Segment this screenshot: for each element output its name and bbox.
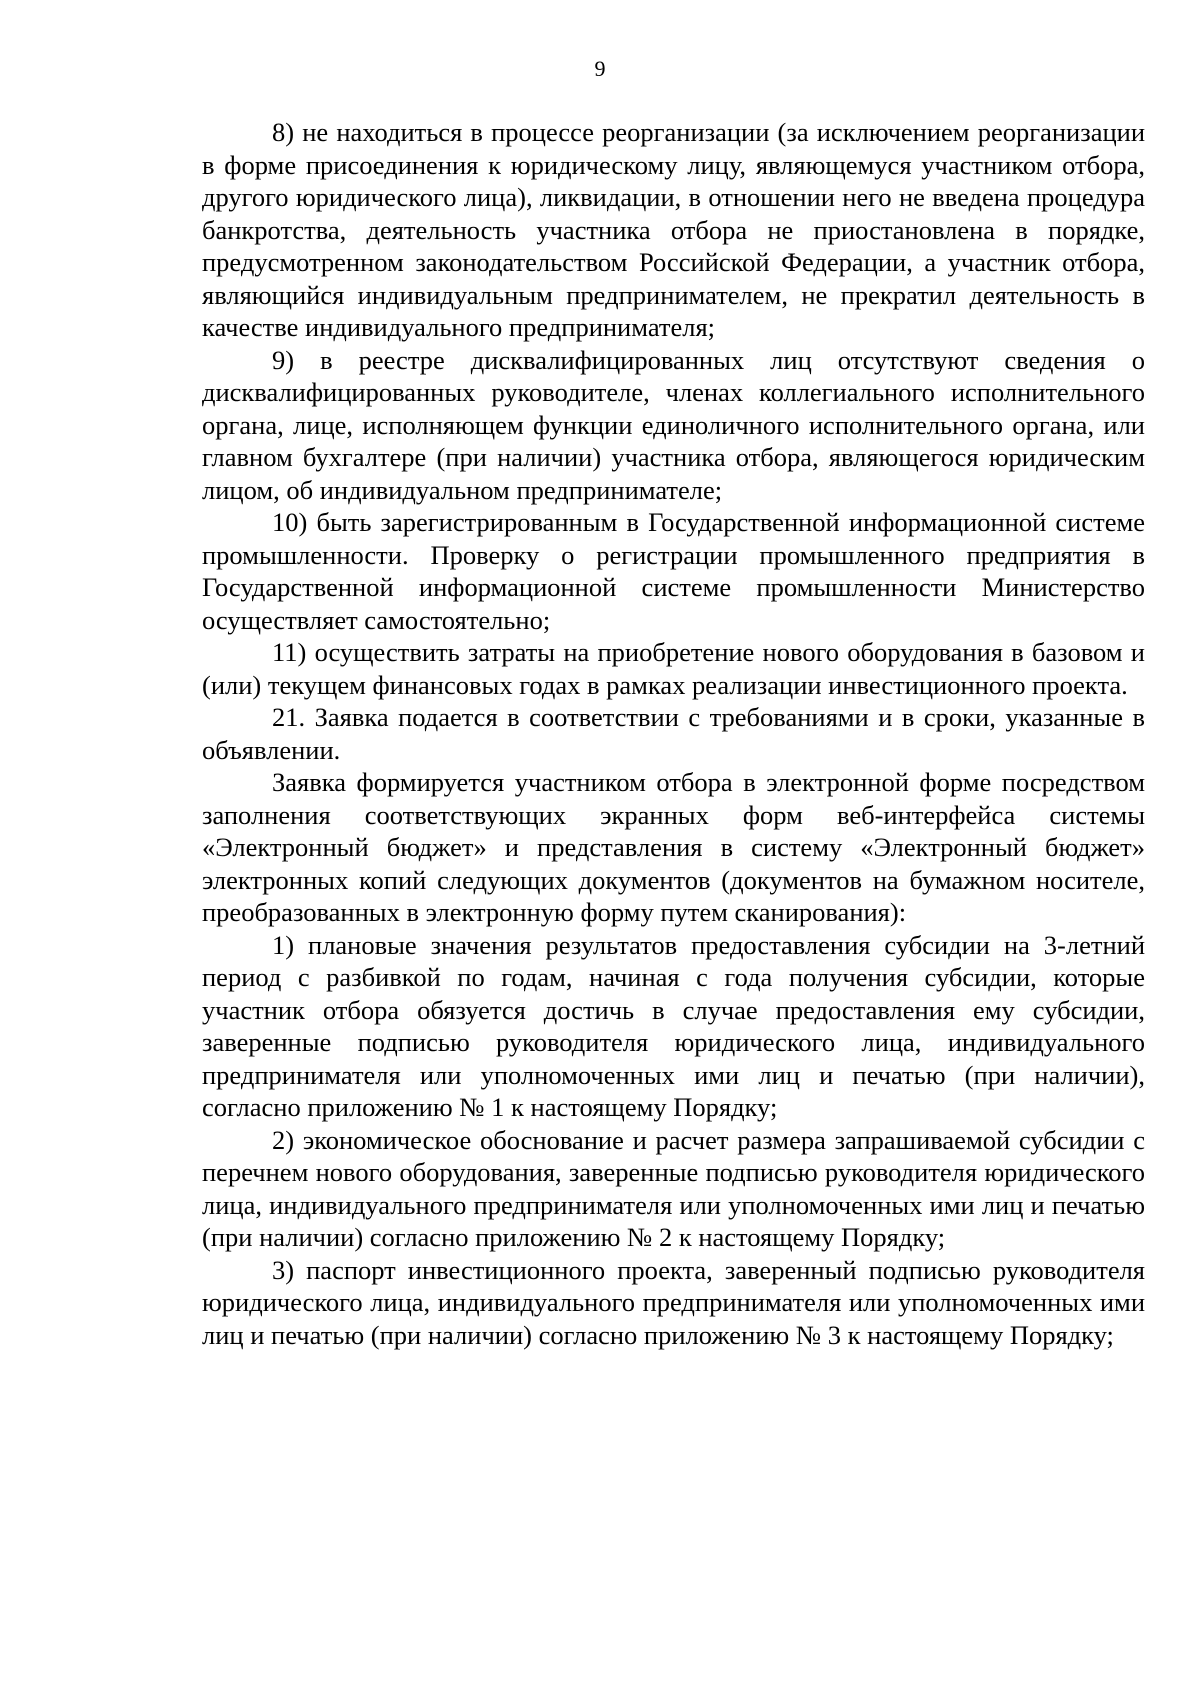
paragraph-application-form: Заявка формируется участником отбора в электронной форме посредством заполнения соответствующих экранных форм веб-интерфейса системы «Электронный бюджет» и представления в систему «Электронный бюджет» электронных копий следующих документов (документов на бумажном носителе, преобразованных в электронную форму путем сканирования): (202, 767, 1145, 927)
document-body (202, 116, 1145, 1351)
paragraph-document-2: 2) экономическое обоснование и расчет размера запрашиваемой субсидии с перечнем нового оборудования, заверенные подписью руководителя юридического лица, индивидуального предпринимателя или уполномоченных ими лиц и печатью (при наличии) согласно приложению № 2 к настоящему Порядку; (202, 1124, 1145, 1252)
paragraph-document-3: 3) паспорт инвестиционного проекта, заверенный подписью руководителя юридического лица, индивидуального предпринимателя или уполномоченных ими лиц и печатью (при наличии) согласно приложению № 3 к настоящему Порядку; (202, 1254, 1145, 1350)
paragraph-item-10: 10) быть зарегистрированным в Государственной информационной системе промышленности. Проверку о регистрации промышленного предприятия в Государственной информационной системе промышленности Министерство осуществляет самостоятельно; (202, 507, 1145, 635)
paragraph-item-9: 9) в реестре дисквалифицированных лиц отсутствуют сведения о дисквалифицированных руководителе, членах коллегиального исполнительного органа, лице, исполняющем функции единоличного исполнительного органа, или главном бухгалтере (при наличии) участника отбора, являющегося юридическим лицом, об индивидуальном предпринимателе; (202, 344, 1145, 505)
page-number: 9 (594, 56, 606, 81)
paragraph-document-1: 1) плановые значения результатов предоставления субсидии на 3-летний период с разбивкой по годам, начиная с года получения субсидии, которые участник отбора обязуется достичь в случае предоставления ему субсидии, заверенные подписью руководителя юридического лица, индивидуального предпринимателя или уполномоченных ими лиц и печатью (при наличии), согласно приложению № 1 к настоящему Порядку; (202, 929, 1145, 1122)
paragraph-item-8: 8) не находиться в процессе реорганизации (за исключением реорганизации в форме присоединения к юридическому лицу, являющемуся участником отбора, другого юридического лица), ликвидации, в отношении него не введена процедура банкротства, деятельность участника отбора не приостановлена в порядке, предусмотренном законодательством Российской Федерации, а участник отбора, являющийся индивидуальным предпринимателем, не прекратил деятельность в качестве индивидуального предпринимателя; (202, 117, 1145, 342)
paragraph-clause-21: 21. Заявка подается в соответствии с требованиями и в сроки, указанные в объявлении. (202, 702, 1145, 765)
paragraph-item-11: 11) осуществить затраты на приобретение нового оборудования в базовом и (или) текущем финансовых годах в рамках реализации инвестиционного проекта. (202, 637, 1145, 700)
